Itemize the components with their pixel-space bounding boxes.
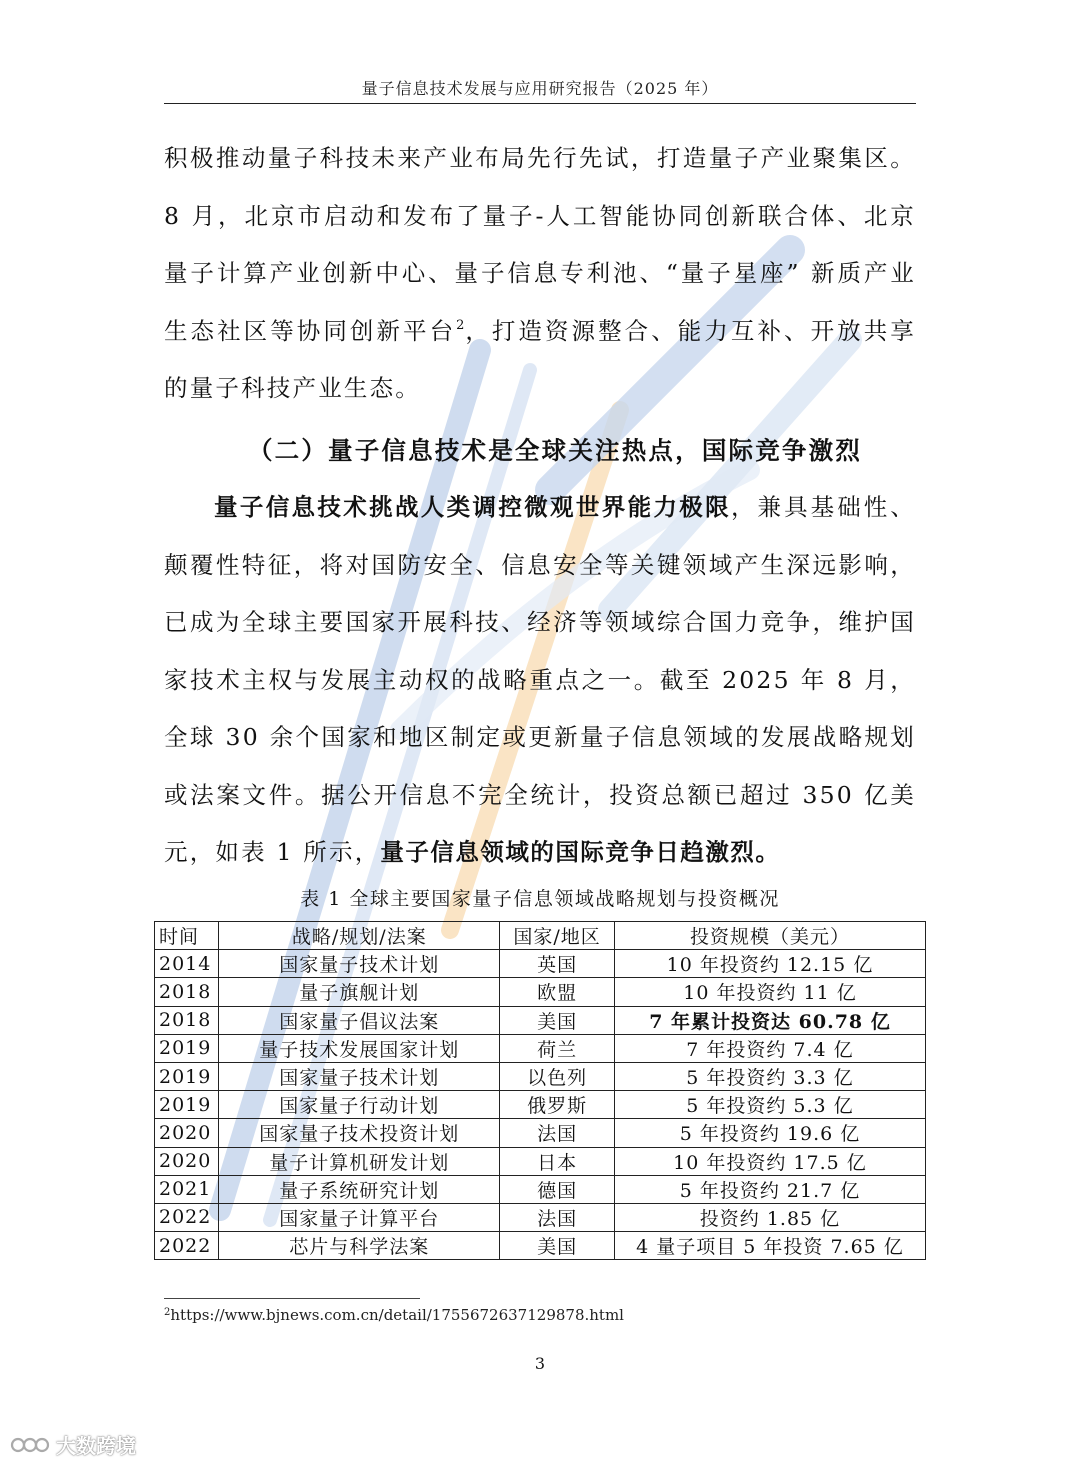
- paragraph-1-text: 积极推动量子科技未来产业布局先行先试，打造量子产业聚集区。8 月，北京市启动和发布了量子-人工智能协同创新联合体、北京量子计算产业创新中心、量子信息专利池、“量子星座” 新质产业生态社区等协同创新平台: [164, 144, 916, 345]
- cell-strategy: 量子系统研究计划: [219, 1175, 500, 1203]
- col-header-country: 国家/地区: [500, 922, 615, 950]
- paragraph-1: [164, 130, 916, 418]
- brand-logo-icon: [10, 1433, 50, 1455]
- cell-year: 2014: [155, 950, 219, 978]
- cell-country: 荷兰: [500, 1034, 615, 1062]
- table-row: [155, 1175, 926, 1203]
- brand-watermark: [10, 1432, 136, 1456]
- brand-name: 大数跨境: [56, 1433, 136, 1458]
- cell-strategy: 芯片与科学法案: [219, 1232, 500, 1260]
- col-header-strategy: 战略/规划/法案: [219, 922, 500, 950]
- cell-strategy: 国家量子倡议法案: [219, 1006, 500, 1034]
- footnote: [164, 1306, 624, 1324]
- table-row: [155, 1232, 926, 1260]
- cell-strategy: 量子计算机研发计划: [219, 1147, 500, 1175]
- cell-country: 法国: [500, 1119, 615, 1147]
- cell-investment: 5 年投资约 5.3 亿: [614, 1091, 925, 1119]
- cell-strategy: 国家量子技术投资计划: [219, 1119, 500, 1147]
- cell-country: 俄罗斯: [500, 1091, 615, 1119]
- cell-country: 法国: [500, 1203, 615, 1231]
- cell-year: 2022: [155, 1203, 219, 1231]
- table-row: [155, 1091, 926, 1119]
- cell-investment: 投资约 1.85 亿: [614, 1203, 925, 1231]
- cell-strategy: 国家量子技术计划: [219, 1062, 500, 1090]
- table-row: [155, 978, 926, 1006]
- cell-strategy: 量子技术发展国家计划: [219, 1034, 500, 1062]
- footnote-rule: [164, 1298, 420, 1299]
- cell-investment: 10 年投资约 11 亿: [614, 978, 925, 1006]
- cell-investment: 7 年投资约 7.4 亿: [614, 1034, 925, 1062]
- cell-year: 2019: [155, 1062, 219, 1090]
- cell-investment: 5 年投资约 21.7 亿: [614, 1175, 925, 1203]
- footnote-ref: 2: [456, 317, 465, 333]
- cell-country: 欧盟: [500, 978, 615, 1006]
- cell-strategy: 国家量子计算平台: [219, 1203, 500, 1231]
- col-header-year: 时间: [155, 922, 219, 950]
- paragraph-2: [164, 479, 916, 882]
- cell-country: 德国: [500, 1175, 615, 1203]
- footnote-marker: 2: [164, 1307, 171, 1318]
- cell-country: 美国: [500, 1232, 615, 1260]
- cell-year: 2018: [155, 1006, 219, 1034]
- cell-country: 英国: [500, 950, 615, 978]
- col-header-investment: 投资规模（美元）: [614, 922, 925, 950]
- body-text: [164, 130, 916, 882]
- table-caption: 表 1 全球主要国家量子信息领域战略规划与投资概况: [300, 888, 780, 910]
- paragraph-1-end: ，打造资源整合、能力互补、开放共享的量子科技产业生态。: [164, 316, 916, 402]
- cell-year: 2020: [155, 1119, 219, 1147]
- cell-year: 2019: [155, 1034, 219, 1062]
- table-row: [155, 1006, 926, 1034]
- paragraph-2-tail: 量子信息领域的国际竞争日趋激烈。: [380, 838, 781, 866]
- cell-country: 日本: [500, 1147, 615, 1175]
- cell-investment: 10 年投资约 12.15 亿: [614, 950, 925, 978]
- table-row: [155, 1062, 926, 1090]
- strategy-investment-table: [154, 921, 926, 1260]
- table-row: [155, 1147, 926, 1175]
- footnote-link[interactable]: https://www.bjnews.com.cn/detail/1755672637129878.html: [170, 1306, 624, 1324]
- cell-country: 美国: [500, 1006, 615, 1034]
- paragraph-2-body: ，兼具基础性、颠覆性特征，将对国防安全、信息安全等关键领域产生深远影响，已成为全球主要国家开展科技、经济等领域综合国力竞争，维护国家技术主权与发展主动权的战略重点之一。截至 2025 年 8 月，全球 30 余个国家和地区制定或更新量子信息领域的发展战略规划或法案文件。据公开信息不完全统计，投资总额已超过 350 亿美元，如表 1 所示，: [164, 493, 916, 866]
- table-row: [155, 1203, 926, 1231]
- cell-investment: 10 年投资约 17.5 亿: [614, 1147, 925, 1175]
- cell-investment: 5 年投资约 3.3 亿: [614, 1062, 925, 1090]
- cell-investment: 7 年累计投资达 60.78 亿: [614, 1006, 925, 1034]
- page-number: 3: [534, 1354, 546, 1373]
- cell-year: 2019: [155, 1091, 219, 1119]
- running-header: 量子信息技术发展与应用研究报告（2025 年）: [361, 79, 719, 98]
- cell-investment: 5 年投资约 19.6 亿: [614, 1119, 925, 1147]
- cell-year: 2018: [155, 978, 219, 1006]
- cell-country: 以色列: [500, 1062, 615, 1090]
- section-heading: （二）量子信息技术是全球关注热点，国际竞争激烈: [247, 435, 863, 465]
- cell-year: 2020: [155, 1147, 219, 1175]
- cell-year: 2022: [155, 1232, 219, 1260]
- cell-investment: 4 量子项目 5 年投资 7.65 亿: [614, 1232, 925, 1260]
- table-row: [155, 1034, 926, 1062]
- paragraph-2-lead: 量子信息技术挑战人类调控微观世界能力极限: [214, 493, 731, 521]
- cell-strategy: 国家量子行动计划: [219, 1091, 500, 1119]
- table-header-row: [155, 922, 926, 950]
- cell-strategy: 量子旗舰计划: [219, 978, 500, 1006]
- header-rule: [164, 103, 916, 104]
- cell-strategy: 国家量子技术计划: [219, 950, 500, 978]
- cell-year: 2021: [155, 1175, 219, 1203]
- table-row: [155, 950, 926, 978]
- table-row: [155, 1119, 926, 1147]
